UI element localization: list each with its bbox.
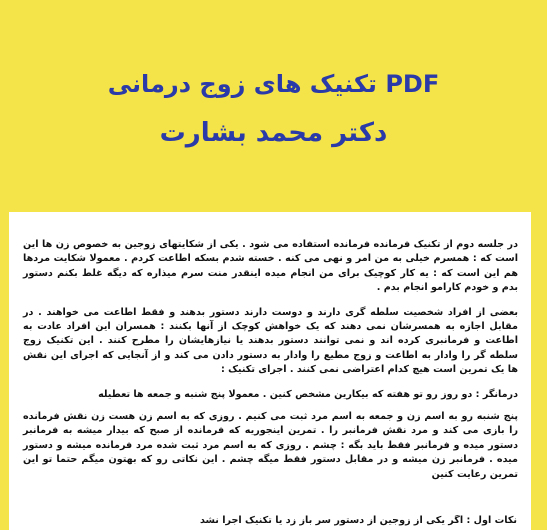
paragraph-exercise: پنج شنبه رو به اسم زن و جمعه به اسم مرد ثبت می کنیم . روزی که به اسم زن هست زن نقش فرمانده را بازی می کند و مرد نقش فرمانبر را . تمرین اینجوریه که فرمانده از صبح که بیدار میشه به فرمانبر دستور میده و فرمانبر فقط باید بگه : چشم . روزی که به اسم مرد ثبت شده مرد فرمانده میشه و دستور میده . فرمانبر زن میشه و در مقابل دستور فقط میگه چشم . این نکاتی رو که بهتون میگم حتما تو این تمرین رعایت کنین [23, 411, 518, 480]
paragraph-cutoff: نکات اول : اگر یکی از زوجین از دستور سر باز زد یا تکنیک اجرا نشد [199, 515, 517, 526]
paragraph-intro: در جلسه دوم از تکنیک فرمانده فرمانده استفاده می شود . یکی از شکایتهای زوجین به خصوص زن ها این است که : همسرم خیلی به من امر و نهی می کنه . خسته شدم بسکه اطاعت کردم . معمولا شکایت مردها هم این است که : یه کار کوچیک برای من انجام میده اینقدر منت سرم میذاره که دیگه غلط بکنم دستور بدم و خودم کارامو انجام بدم . [23, 239, 518, 294]
document-page [9, 212, 531, 530]
document-body [9, 212, 531, 482]
author-name: دکتر محمد بشارت [159, 118, 388, 148]
paragraph-therapist: درمانگر : دو روز رو تو هفته که بیکارین مشخص کنین . معمولا پنج شنبه و جمعه ها تعطیله [98, 388, 518, 400]
document-title: PDF تکنیک های زوج درمانی [107, 70, 440, 98]
paragraph-dominance: بعضی از افراد شخصیت سلطه گری دارند و دوست دارند دستور بدهند و فقط اطاعت می خواهند . در مقابل اجازه به همسرشان نمی دهند که یک خواهش کوچک از آنها بکنند : همسران این افراد عادت به اطاعت و فرمانبری کرده اند و نمی توانند دستور بدهند یا نیازهایشان را مطرح کنند . این تکنیک زوج سلطه گر را وادار به اطاعت و زوج مطیع را وادار به دستور دادن می کند و از آنجایی که اجرای این نقش ها یک تمرین است هیچ کدام اعتراضی نمی کنند . اجرای تکنیک : [23, 306, 518, 376]
